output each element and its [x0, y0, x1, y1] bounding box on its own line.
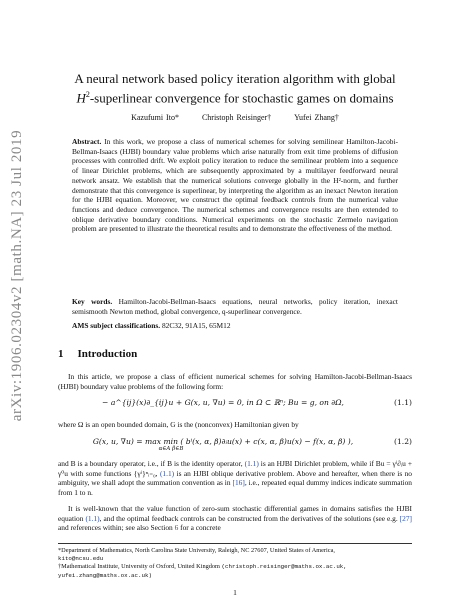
- para3-d: for a concrete: [178, 523, 221, 533]
- footnote-1: [58, 547, 412, 563]
- equation-1-2-subscripts: α∈A β∈B: [158, 446, 184, 452]
- para3-c: and references within; see also Section: [58, 523, 175, 533]
- footnote-2-email-1[interactable]: (christoph.reisinger@maths.ox.ac.uk,: [221, 563, 347, 571]
- equation-1-1-body: − a^{ij}(x)∂_{ij}u + G(x, u, ∇u) = 0, in Ω ⊂ ℝⁿ; Bu = g, on ∂Ω,: [102, 398, 344, 407]
- author-3: Yufei Zhang†: [294, 113, 339, 122]
- abstract: [72, 137, 398, 234]
- keywords-text: Hamilton-Jacobi-Bellman-Isaacs equations, neural networks, policy iteration, inexact semismooth Newton method, global convergence, q-superlinear convergence.: [72, 297, 398, 316]
- author-1: Kazufumi Ito*: [131, 113, 179, 122]
- section-title: Introduction: [77, 348, 138, 360]
- keywords-label: Key words.: [72, 297, 113, 306]
- paper-page: [58, 0, 412, 613]
- ref-eq-1-1[interactable]: (1.1): [244, 459, 259, 468]
- ams-classification: [72, 321, 398, 331]
- citation-16[interactable]: [16]: [232, 478, 245, 488]
- equation-1-1-tag: (1.1): [393, 398, 412, 407]
- title-h-symbol: H: [76, 90, 86, 106]
- section-number: 1: [58, 348, 64, 360]
- equation-1-2-tag: (1.2): [393, 437, 412, 446]
- ref-eq-1-1[interactable]: (1.1): [85, 513, 100, 523]
- citation-27[interactable]: [27]: [399, 513, 412, 523]
- footnote-2: [58, 563, 412, 579]
- footnote-2-text: †Mathematical Institute, University of Oxford, United Kingdom: [58, 563, 220, 571]
- ams-text: 82C32, 91A15, 65M12: [161, 321, 231, 330]
- author-2: Christoph Reisinger†: [201, 113, 272, 122]
- abstract-text: In this work, we propose a class of numerical schemes for solving semilinear Hamilton-Jacobi-Bellman-Isaacs (HJBI) boundary value problems which arise naturally from exit time problems of diffusion processes with controlled drift. We exploit policy iteration to reduce the semilinear problem into a sequence of linear Dirichlet problems, which are subsequently approximated by a multilayer feedforward neural network ansatz. We establish that the numerical solutions converge globally in the H²-norm, and further demonstrate that this convergence is superlinear, by interpreting the algorithm as an inexact Newton iteration for the HJBI equation. Moreover, we construct the optimal feedback controls from the numerical value functions and deduce convergence. The numerical schemes and convergence results are then extended to oblique derivative boundary conditions. Numerical experiments on the stochastic Zermelo navigation problem are presented to illustrate the theoretical results and to demonstrate the effectiveness of the method.: [72, 137, 398, 234]
- para3-a: It is well-known that the value function of zero-sum stochastic differential games in domains satisfies the HJBI equation: [58, 504, 412, 523]
- abstract-label: Abstract.: [72, 137, 102, 146]
- footnote-2-email-2[interactable]: yufei.zhang@maths.ox.ac.uk): [58, 571, 152, 579]
- para2-d: , i.e., repeated equal dummy indices indicate summation from 1 to n.: [58, 478, 412, 498]
- title-line-2: [58, 87, 412, 106]
- footnote-1-email[interactable]: kito@ncsu.edu: [58, 555, 104, 563]
- para2-a: and B is a boundary operator, i.e., if B is the identity operator,: [58, 459, 245, 468]
- arxiv-stamp-text: arXiv:1906.02304v2 [math.NA] 23 Jul 2019: [9, 129, 26, 421]
- ref-eq-1-1[interactable]: (1.1): [159, 468, 175, 478]
- arxiv-stamp: [4, 100, 32, 450]
- keywords: [72, 297, 398, 316]
- intro-paragraph-3: [58, 504, 412, 533]
- ams-label: AMS subject classifications.: [72, 321, 161, 330]
- intro-paragraph-1: In this article, we propose a class of efficient numerical schemes for solving Hamilton-Jacobi-Bellman-Isaacs (HJBI) boundary value problems of the following form:: [58, 372, 412, 391]
- intro-paragraph-2: [58, 459, 412, 498]
- equation-1-2-body: G(x, u, ∇u) = max min ( bⁱ(x, α, β)∂ᵢu(x) + c(x, α, β)u(x) − f(x, α, β) ),: [92, 437, 354, 446]
- title-line-2-rest: -superlinear convergence for stochastic games on domains: [89, 90, 394, 106]
- paper-title: [58, 71, 412, 106]
- ref-section-6[interactable]: 6: [174, 523, 179, 533]
- page-number: 1: [233, 588, 237, 597]
- title-h-exponent: 2: [85, 90, 90, 99]
- author-list: [58, 113, 412, 122]
- footnotes: [58, 543, 412, 580]
- section-heading: [58, 348, 137, 360]
- footnote-1-text: *Department of Mathematics, North Carolina State University, Raleigh, NC 27607, United States of America,: [58, 547, 335, 554]
- para2-b: is an HJBI Dirichlet problem, while if Bu = γⁱ∂ᵢu + γ⁰u with some functions {γⁱ}ⁿᵢ₌₀,: [58, 459, 412, 478]
- hamiltonian-intro: where Ω is an open bounded domain, G is the (nonconvex) Hamiltonian given by: [58, 420, 299, 429]
- para2-c: is an HJBI oblique derivative problem. Above and hereafter, when there is no ambiguity, we shall adopt the summation convention as in: [58, 468, 413, 488]
- title-line-1: A neural network based policy iteration algorithm with global: [74, 71, 396, 86]
- para3-b: , and the optimal feedback controls can be constructed from the derivatives of the solutions (see e.g.: [99, 513, 400, 523]
